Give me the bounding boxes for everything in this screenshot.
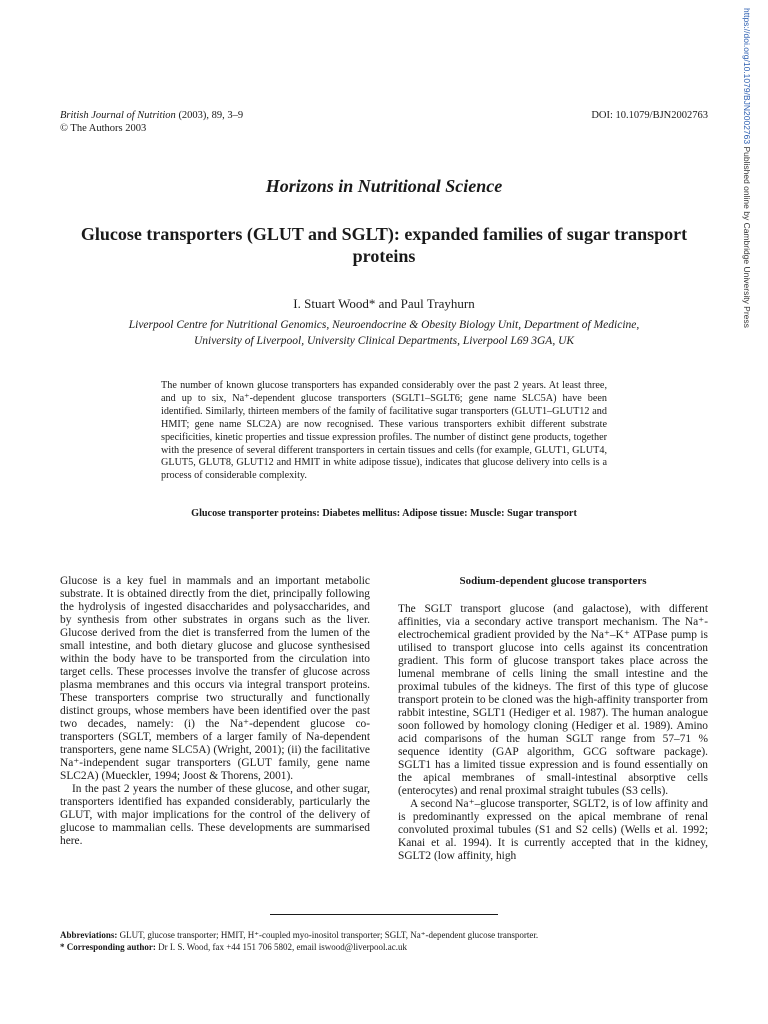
affiliation-line-1: Liverpool Centre for Nutritional Genomics, Neuroendocrine & Obesity Biology Unit, Department of Medicine, [128,319,640,331]
citation: (2003), 89, 3–9 [178,110,244,121]
side-banner [742,8,760,328]
copyright: © The Authors 2003 [60,123,147,134]
doi-link[interactable]: https://doi.org/10.1079/BJN2002763 [742,8,752,145]
affiliation-line-2: University of Liverpool, University Clinical Departments, Liverpool L69 3GA, UK [193,335,575,347]
body-column-left [60,575,370,848]
section-heading: Sodium-dependent glucose transporters [459,575,647,587]
abbreviations-label: Abbreviations: [60,930,118,940]
footnotes [60,929,708,953]
corresponding-author-label: * Corresponding author: [60,942,156,952]
published-note: Published online by Cambridge University Press [742,146,752,328]
article-title: Glucose transporters (GLUT and SGLT): expanded families of sugar transport proteins [80,224,688,266]
journal-citation [60,109,243,122]
affiliation [60,317,708,349]
paragraph: Glucose is a key fuel in mammals and an important metabolic substrate. It is obtained directly from the diet, principally following the hydrolysis of ingested disaccharides and polysaccharides, and by synthesis from other substrates in organs such as the liver. Glucose derived from the diet is transferred from the lumen of the small intestine, and both dietary glucose and glucose synthesised within the body have to be transported from the circulation into target cells. These processes involve the transfer of glucose across plasma membranes and this occurs via integral transport proteins. These transporters comprise two structurally and functionally distinct groups, whose members have been identified over the past two decades, namely: (i) the Na⁺-dependent glucose co-transporters (SGLT, members of a larger family of Na-dependent transporters, gene name SLC5A) (Wright, 2001); (ii) the facilitative Na⁺-independent sugar transporters (GLUT family, gene name SLC2A) (Mueckler, 1994; Joost & Thorens, 2001). [60,575,370,782]
paragraph: In the past 2 years the number of these glucose, and other sugar, transporters identified has expanded considerably, particularly the GLUT, with major implications for the control of the delivery of glucose to mammalian cells. These developments are summarised here. [60,783,370,847]
abstract: The number of known glucose transporters has expanded considerably over the past 2 years. At least three, and up to six, Na⁺-dependent glucose transporters (SGLT1–SGLT6; gene name SLC5A) have been identified. Similarly, thirteen members of the family of facilitative sugar transporters (GLUT1–GLUT12 and HMIT; gene name SLC2A) are now recognised. These various transporters exhibit different substrate specificities, kinetic properties and tissue expression profiles. The number of distinct gene products, together with the presence of several different transporters in certain tissues and cells (for example, GLUT1, GLUT4, GLUT5, GLUT8, GLUT12 and HMIT in white adipose tissue), indicates that glucose delivery into cells is a process of considerable complexity. [161,380,607,482]
paragraph: The SGLT transport glucose (and galactose), with different affinities, via a secondary active transport mechanism. The Na⁺-electrochemical gradient provided by the Na⁺–K⁺ ATPase pump is utilised to transport glucose into cells against its concentration gradient. This form of glucose transport takes place across the lumenal membrane of cells lining the small intestine and the proximal tubules of the kidneys. The first of this type of glucose transport protein to be cloned was the high-affinity transporter from rabbit intestine, SGLT1 (Hediger et al. 1987). The human analogue soon followed by homology cloning (Hediger et al. 1989). Amino acid comparisons of the human SGLT range from 57–71 % sequence identity (GAP algorithm, GCG software package). SGLT1 has a limited tissue expression and is found essentially on the apical membranes of small-intestinal absorptive cells (enterocytes) and renal proximal straight tubules (S3 cells). [398,603,708,797]
authors: I. Stuart Wood* and Paul Trayhurn [293,296,475,311]
doi-header: DOI: 10.1079/BJN2002763 [591,110,708,121]
corresponding-author-text: Dr I. S. Wood, fax +44 151 706 5802, email iswood@liverpool.ac.uk [158,942,408,952]
abbreviations-text: GLUT, glucose transporter; HMIT, H⁺-coupled myo-inositol transporter; SGLT, Na⁺-dependent glucose transporter. [119,930,539,940]
side-banner-text [742,8,752,328]
section-title: Horizons in Nutritional Science [265,176,503,196]
body-column-right [398,575,708,863]
journal-header [60,109,243,135]
paragraph: A second Na⁺–glucose transporter, SGLT2, is of low affinity and is predominantly expressed on the apical membrane of renal convoluted proximal tubules (S1 and S2 cells) (Wells et al. 1992; Kanai et al. 1994). It is currently accepted that in the kidney, SGLT2 (low affinity, high [398,798,708,862]
footnote-divider [270,914,498,915]
journal-name: British Journal of Nutrition [60,110,176,121]
abbreviations-footnote [60,929,708,941]
keywords: Glucose transporter proteins: Diabetes mellitus: Adipose tissue: Muscle: Sugar transport [191,508,577,519]
corresponding-author-footnote [60,941,708,953]
